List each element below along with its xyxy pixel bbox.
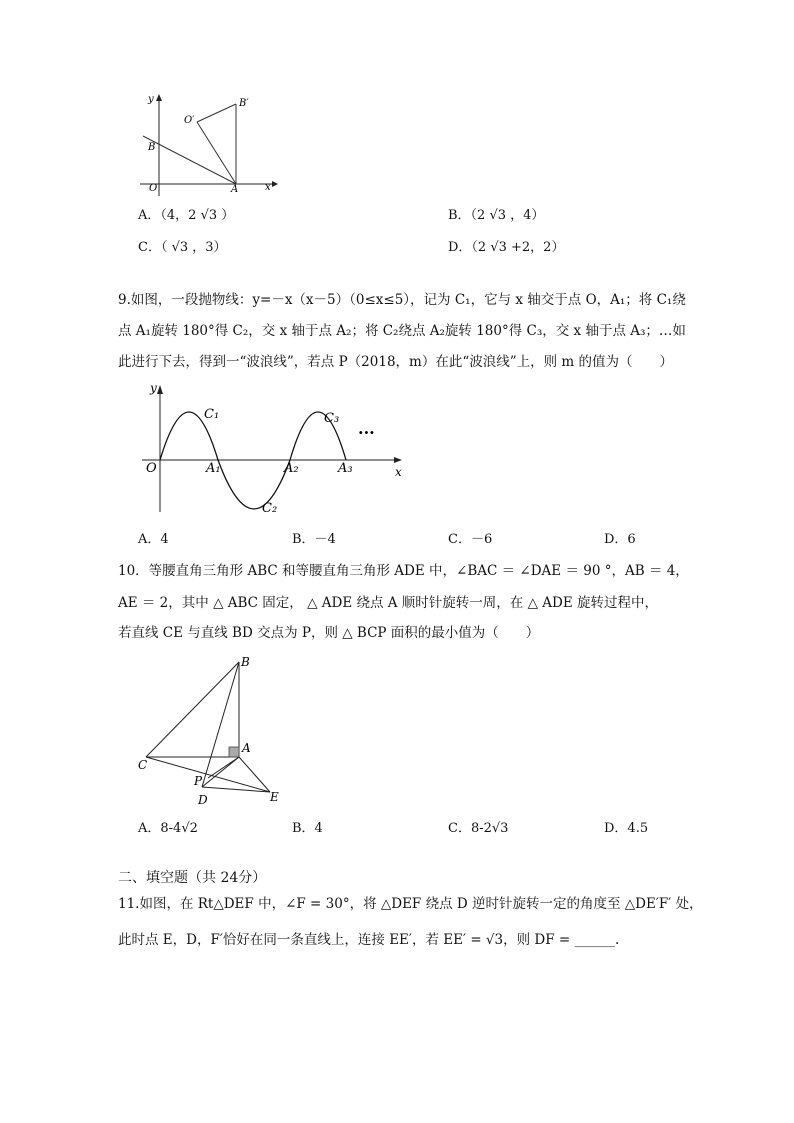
q8-option-b: B．（2 √3 ，4） xyxy=(448,208,545,223)
q10-c-label: C xyxy=(138,758,148,772)
q10-p-label: P xyxy=(194,774,203,788)
q9-dots: ··· xyxy=(358,423,375,442)
q10-b-label: B xyxy=(241,655,250,669)
q9-a3-label: A₃ xyxy=(338,461,353,476)
q10-d-label: D xyxy=(198,793,208,807)
q9-figure xyxy=(138,380,408,520)
q8-o-label: O xyxy=(149,183,158,194)
q9-c3-label: C₃ xyxy=(324,411,340,426)
q10-line-2: AE ＝ 2，其中 △ ABC 固定， △ ADE 绕点 A 顺时针旋转一周，在 △ ADE 旋转过程中， xyxy=(118,595,658,611)
q9-option-c: C．－6 xyxy=(448,532,493,547)
q8-bp-label: B′ xyxy=(239,98,249,109)
q9-wave-c2 xyxy=(218,460,290,509)
q8-figure xyxy=(138,92,278,200)
q9-line-3: 此进行下去，得到一“波浪线”，若点 P（2018，m）在此“波浪线”上，则 m 的值为（ ） xyxy=(118,354,674,370)
q8-option-c: C．（ √3 ，3） xyxy=(138,240,227,255)
q8-option-a: A．（4，2 √3 ） xyxy=(138,208,235,223)
q10-e-label: E xyxy=(270,790,279,804)
q9-c2-label: C₂ xyxy=(262,501,278,516)
q9-o-label: O xyxy=(146,461,157,476)
q11-line-1: 11.如图，在 Rt△DEF 中，∠F = 30°，将 △DEF 绕点 D 逆时针旋转一定的角度至 △DE′F′ 处， xyxy=(118,896,703,912)
q10-option-b: B．4 xyxy=(292,821,323,836)
q9-option-a: A．4 xyxy=(138,532,169,547)
q8-x-label: x xyxy=(265,182,271,193)
q10-option-c: C．8-2√3 xyxy=(448,821,509,836)
q10-option-d: D．4.5 xyxy=(604,821,649,836)
q8-op-label: O′ xyxy=(184,115,195,126)
q10-a-label: A xyxy=(242,741,251,755)
q10-line-3: 若直线 CE 与直线 BD 交点为 P，则 △ BCP 面积的最小值为（ ） xyxy=(118,625,540,641)
q9-line-2: 点 A₁旋转 180°得 C₂，交 x 轴于点 A₂；将 C₂绕点 A₂旋转 180°得 C₃，交 x 轴于点 A₃；…如 xyxy=(118,323,686,339)
q10-line-1: 10．等腰直角三角形 ABC 和等腰直角三角形 ADE 中，∠BAC ＝ ∠DAE ＝ 90 °，AB ＝ 4， xyxy=(118,563,689,579)
q9-a1-label: A₁ xyxy=(206,461,221,476)
q9-a2-label: A₂ xyxy=(284,461,299,476)
q8-a-label: A xyxy=(231,184,239,195)
section-title-fill-in: 二、填空题（共 24分） xyxy=(118,870,267,886)
q8-y-label: y xyxy=(148,94,154,105)
q10-figure xyxy=(134,652,294,808)
q8-b-label: B xyxy=(148,142,156,153)
q9-y-label: y xyxy=(150,381,157,395)
q8-option-d: D．（2 √3 +2，2） xyxy=(448,240,565,255)
q9-x-label: x xyxy=(395,465,402,479)
q9-c1-label: C₁ xyxy=(204,407,220,422)
q9-line-1: 9.如图，一段抛物线：y=－x（x－5）（0≤x≤5），记为 C₁，它与 x 轴交于点 O，A₁；将 C₁绕 xyxy=(118,292,686,308)
q10-option-a: A．8-4√2 xyxy=(138,821,198,836)
q11-line-2: 此时点 E，D，F′恰好在同一条直线上，连接 EE′，若 EE′ = √3，则 DF = ______. xyxy=(118,932,620,948)
q9-option-b: B．－4 xyxy=(292,532,336,547)
q9-option-d: D．6 xyxy=(604,532,636,547)
